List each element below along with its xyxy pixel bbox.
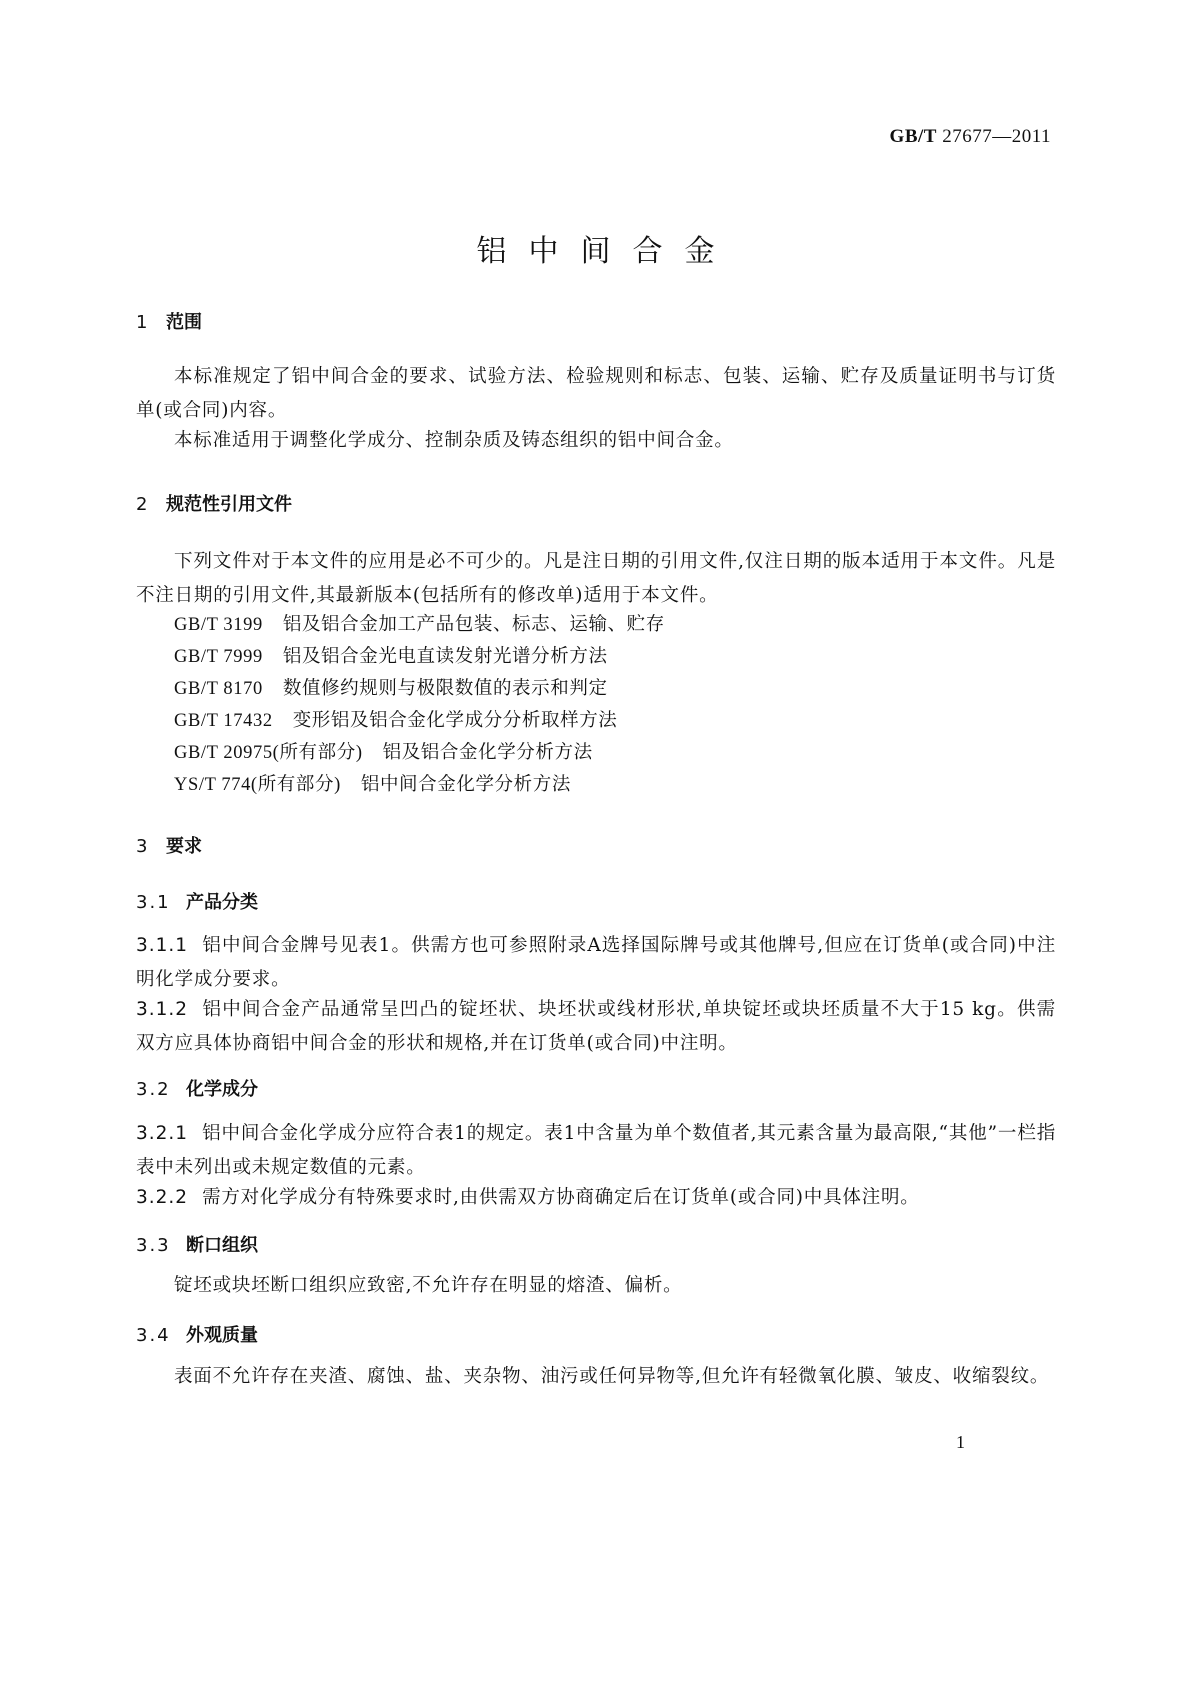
section-3-4-heading [136, 1321, 1056, 1347]
standard-prefix: GB/T [889, 126, 937, 147]
subsection-number: 3.2 [136, 1079, 171, 1100]
section-2-intro: 下列文件对于本文件的应用是必不可少的。凡是注日期的引用文件,仅注日期的版本适用于本文件。凡是不注日期的引用文件,其最新版本(包括所有的修改单)适用于本文件。 [136, 551, 1056, 606]
section-3-3-heading [136, 1231, 1056, 1257]
section-3-3-text: 锭坯或块坯断口组织应致密,不允许存在明显的熔渣、偏析。 [174, 1275, 683, 1296]
section-title: 规范性引用文件 [166, 494, 292, 515]
subsection-number: 3.4 [136, 1325, 171, 1346]
section-3-heading [136, 832, 1056, 858]
standard-code [890, 126, 1051, 148]
reference-item: GB/T 8170 数值修约规则与极限数值的表示和判定 [174, 678, 608, 699]
clause-3-2-2: 3.2.2 需方对化学成分有特殊要求时,由供需双方协商确定后在订货单(或合同)中具体注明。 [136, 1187, 920, 1208]
reference-item: GB/T 20975(所有部分) 铝及铝合金化学分析方法 [174, 742, 593, 763]
normative-references-list [136, 609, 1056, 801]
section-number: 1 [136, 312, 148, 333]
subsection-title: 产品分类 [186, 892, 258, 913]
section-2-heading [136, 490, 1056, 516]
clause-3-1-2: 3.1.2 铝中间合金产品通常呈凹凸的锭坯状、块坯状或线材形状,单块锭坯或块坯质量不大于15 kg。供需双方应具体协商铝中间合金的形状和规格,并在订货单(或合同)中注明。 [136, 999, 1056, 1054]
subsection-number: 3.3 [136, 1235, 171, 1256]
subsection-title: 化学成分 [186, 1079, 258, 1100]
subsection-title: 外观质量 [186, 1325, 258, 1346]
section-1-paragraph-2: 本标准适用于调整化学成分、控制杂质及铸态组织的铝中间合金。 [174, 430, 734, 451]
subsection-title: 断口组织 [186, 1235, 258, 1256]
section-number: 2 [136, 494, 148, 515]
section-title: 要求 [166, 836, 202, 857]
section-3-2-heading [136, 1075, 1056, 1101]
section-number: 3 [136, 836, 148, 857]
page-number: 1 [956, 1432, 965, 1452]
reference-item: GB/T 17432 变形铝及铝合金化学成分分析取样方法 [174, 710, 618, 731]
clause-3-1-1: 3.1.1 铝中间合金牌号见表1。供需方也可参照附录A选择国际牌号或其他牌号,但应在订货单(或合同)中注明化学成分要求。 [136, 935, 1056, 990]
section-3-1-heading [136, 888, 1056, 914]
document-title: 铝中间合金 [476, 234, 737, 269]
subsection-number: 3.1 [136, 892, 171, 913]
standard-number: 27677—2011 [942, 126, 1051, 147]
reference-item: YS/T 774(所有部分) 铝中间合金化学分析方法 [174, 774, 571, 795]
section-3-4-text: 表面不允许存在夹渣、腐蚀、盐、夹杂物、油污或任何异物等,但允许有轻微氧化膜、皱皮、收缩裂纹。 [174, 1366, 1050, 1387]
section-1-paragraph-1: 本标准规定了铝中间合金的要求、试验方法、检验规则和标志、包装、运输、贮存及质量证明书与订货单(或合同)内容。 [136, 366, 1056, 421]
reference-item: GB/T 7999 铝及铝合金光电直读发射光谱分析方法 [174, 646, 608, 667]
section-title: 范围 [166, 312, 202, 333]
reference-item: GB/T 3199 铝及铝合金加工产品包装、标志、运输、贮存 [174, 614, 665, 635]
section-1-heading [136, 308, 1056, 334]
clause-3-2-1: 3.2.1 铝中间合金化学成分应符合表1的规定。表1中含量为单个数值者,其元素含量为最高限,“其他”一栏指表中未列出或未规定数值的元素。 [136, 1123, 1056, 1178]
